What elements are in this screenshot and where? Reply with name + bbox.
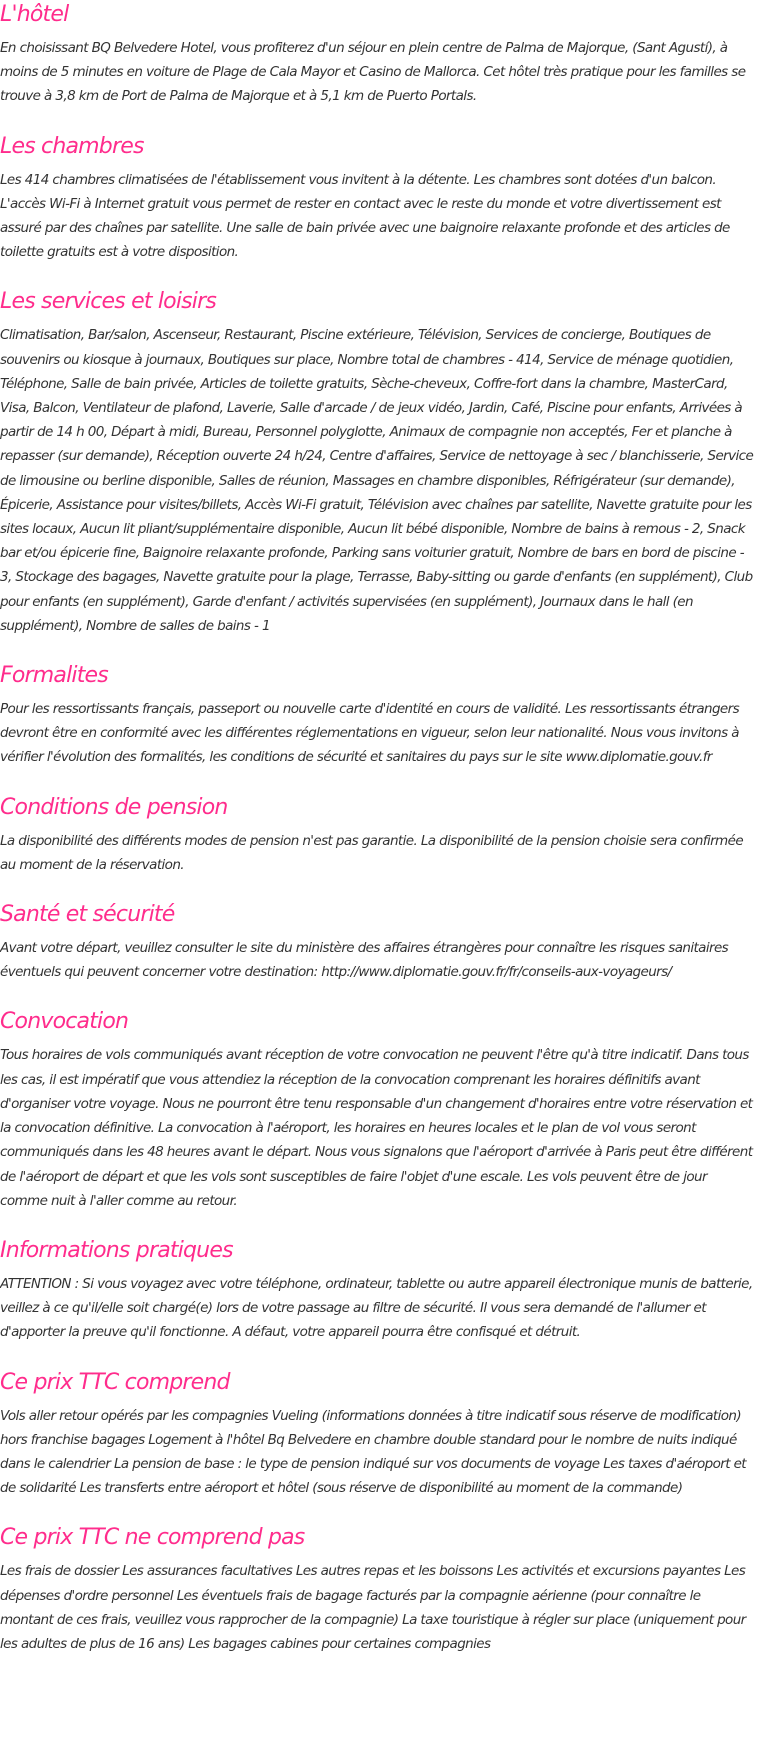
section-text: La disponibilité des différents modes de pension n'est pas garantie. La disponibilité de la pension choisie sera confirmée au moment de la réservation. [0, 832, 744, 873]
section-text: Tous horaires de vols communiqués avant réception de votre convocation ne peuvent l'être qu'à titre indicatif. Dans tous les cas, il est impératif que vous attendiez la réception de la convocation comprenant les horaires définitifs avant d'organiser votre voyage. Nous ne pourront être tenu responsable d'un changement d'horaires entre votre réservation et la convocation définitive. La convocation à l'aéroport, les horaires en heures locales et le plan de vol vous seront communiqués dans les 48 heures avant le départ. Nous vous signalons que l'aéroport d'arrivée à Paris peut être différent de l'aéroport de départ et que les vols sont susceptibles de faire l'objet d'une escale. Les vols peuvent être de jour comme nuit à l'aller comme au retour. [0, 1047, 753, 1209]
section-hotel [0, 0, 756, 109]
section-convocation [0, 1007, 756, 1212]
section-price-excludes [0, 1523, 756, 1656]
section-text: ATTENTION : Si vous voyagez avec votre téléphone, ordinateur, tablette ou autre appareil électronique munis de batterie, veillez à ce qu'il/elle soit chargé(e) lors de votre passage au filtre de sécurité. Il vous sera demandé de l'allumer et d'apporter la preuve qu'il fonctionne. A défaut, votre appareil pourra être confisqué et détruit. [0, 1275, 753, 1341]
section-title: Santé et sécurité [0, 902, 175, 928]
section-title: Les chambres [0, 133, 144, 159]
section-title: Convocation [0, 1009, 129, 1035]
section-board-conditions [0, 793, 756, 877]
section-title: Les services et loisirs [0, 289, 217, 315]
section-title: Ce prix TTC ne comprend pas [0, 1525, 305, 1551]
section-services [0, 287, 756, 638]
section-title: Ce prix TTC comprend [0, 1369, 230, 1395]
section-health-safety [0, 900, 756, 984]
section-title: L'hôtel [0, 2, 69, 27]
section-text: Pour les ressortissants français, passeport ou nouvelle carte d'identité en cours de validité. Les ressortissants étrangers devront être en conformité avec les différentes réglementations en vigueur, selon leur nationalité. Nous vous invitons à vérifier l'évolution des formalités, les conditions de sécurité et sanitaires du pays sur le site www.diplomatie.gouv.fr [0, 701, 740, 766]
section-text: Les 414 chambres climatisées de l'établissement vous invitent à la détente. Les chambres sont dotées d'un balcon. L'accès Wi-Fi à Internet gratuit vous permet de rester en contact avec le reste du monde et votre divertissement est assuré par des chaînes par satellite. Une salle de bain privée avec une baignoire relaxante profonde et des articles de toilette gratuits est à votre disposition. [0, 171, 730, 261]
section-title: Conditions de pension [0, 794, 228, 820]
section-price-includes [0, 1368, 756, 1501]
section-rooms [0, 132, 756, 265]
section-text: En choisissant BQ Belvedere Hotel, vous profiterez d'un séjour en plein centre de Palma de Majorque, (Sant Agustí), à moins de 5 minutes en voiture de Plage de Cala Mayor et Casino de Mallorca. Cet hôtel très pratique pour les familles se trouve à 3,8 km de Port de Palma de Majorque et à 5,1 km de Puerto Portals. [0, 40, 746, 105]
section-title: Informations pratiques [0, 1237, 233, 1263]
section-text: Vols aller retour opérés par les compagnies Vueling (informations données à titre indicatif sous réserve de modification) hors franchise bagages Logement à l'hôtel Bq Belvedere en chambre double standard pour le nombre de nuits indiqué dans le calendrier La pension de base : le type de pension indiqué sur vos documents de voyage Les taxes d'aéroport et de solidarité Les transferts entre aéroport et hôtel (sous réserve de disponibilité au moment de la commande) [0, 1407, 746, 1497]
section-practical-info [0, 1236, 756, 1345]
section-title: Formalites [0, 663, 108, 689]
section-text: Les frais de dossier Les assurances facultatives Les autres repas et les boissons Les activités et excursions payantes Les dépenses d'ordre personnel Les éventuels frais de bagage facturés par la compagnie aérienne (pour connaître le montant de ces frais, veuillez vous rapprocher de la compagnie) La taxe touristique à régler sur place (uniquement pour les adultes de plus de 16 ans) Les bagages cabines pour certaines compagnies [0, 1563, 746, 1652]
section-text: Avant votre départ, veuillez consulter le site du ministère des affaires étrangères pour connaître les risques sanitaires éventuels qui peuvent concerner votre destination: http://www.diplomatie.gouv.fr/fr/conseils-aux-voyageurs/ [0, 940, 729, 981]
section-formalities [0, 661, 756, 770]
section-text: Climatisation, Bar/salon, Ascenseur, Restaurant, Piscine extérieure, Télévision, Services de concierge, Boutiques de souvenirs ou kiosque à journaux, Boutiques sur place, Nombre total de chambres - 414, Service de ménage quotidien, Téléphone, Salle de bain privée, Articles de toilette gratuits, Sèche-cheveux, Coffre-fort dans la chambre, MasterCard, Visa, Balcon, Ventilateur de plafond, Laverie, Salle d'arcade / de jeux vidéo, Jardin, Café, Piscine pour enfants, Arrivées à partir de 14 h 00, Départ à midi, Bureau, Personnel polyglotte, Animaux de compagnie non acceptés, Fer et planche à repasser (sur demande), Réception ouverte 24 h/24, Centre d'affaires, Service de nettoyage à sec / blanchisserie, Service de limousine ou berline disponible, Salles de réunion, Massages en chambre disponibles, Réfrigérateur (sur demande), Épicerie, Assistance pour visites/billets, Accès Wi-Fi gratuit, Télévision avec chaînes par satellite, Navette gratuite pour les sites locaux, Aucun lit pliant/supplémentaire disponible, Aucun lit bébé disponible, Nombre de bains à remous - 2, Snack bar et/ou épicerie fine, Baignoire relaxante profonde, Parking sans voiturier gratuit, Nombre de bars en bord de piscine - 3, Stockage des bagages, Navette gratuite pour la plage, Terrasse, Baby-sitting ou garde d'enfants (en supplément), Club pour enfants (en supplément), Garde d'enfant / activités supervisées (en supplément), Journaux dans le hall (en supplément), Nombre de salles de bains - 1 [0, 327, 754, 634]
